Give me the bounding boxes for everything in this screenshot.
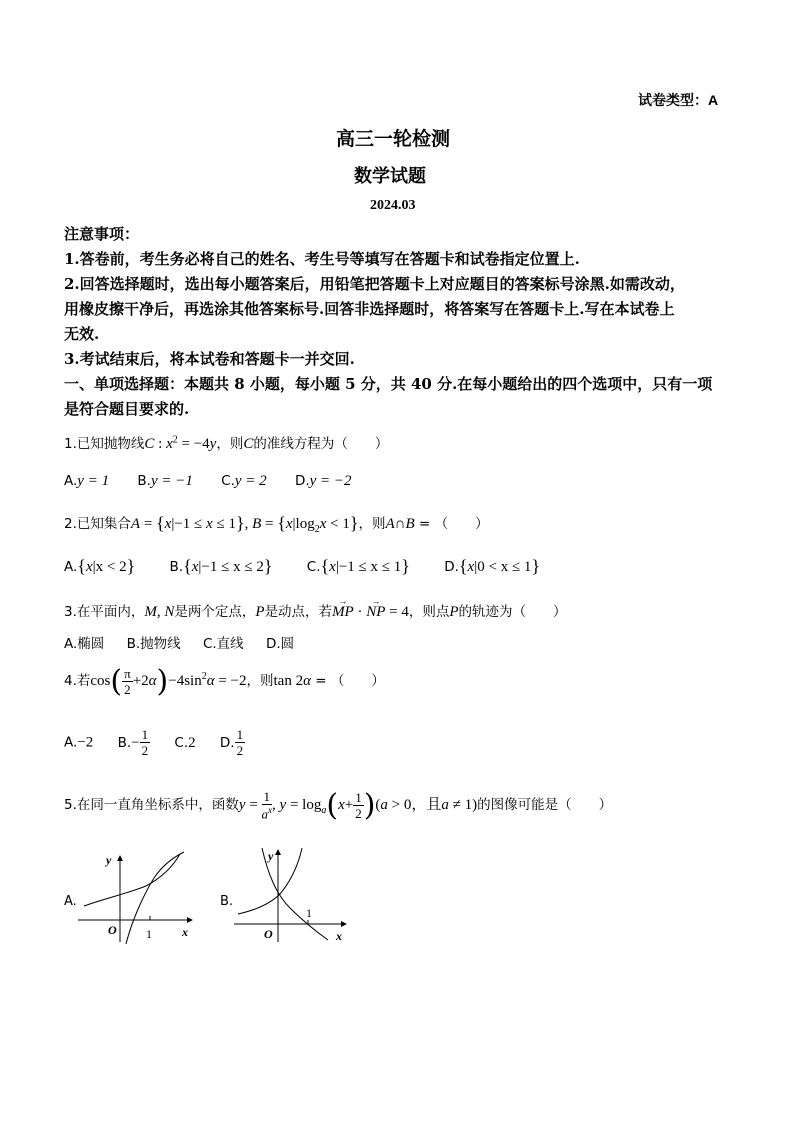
graph-a-tick-1: 1	[146, 927, 152, 941]
section-1-line-1: 一、单项选择题：本题共 8 小题，每小题 5 分，共 40 分.在每小题给出的四个选项中，只有一项	[64, 375, 713, 393]
graph-b-tick-1: 1	[306, 906, 312, 920]
graph-b-y-label: y	[268, 849, 274, 863]
q1-option-a[interactable]: A.y = 1	[64, 473, 110, 489]
notes-heading: 注意事项：	[64, 225, 140, 243]
note-1: 1.答卷前，考生务必将自己的姓名、考生号等填写在答题卡和试卷指定位置上.	[64, 250, 580, 268]
q3-option-a[interactable]: A.椭圆	[64, 636, 105, 652]
paper-type: 试卷类型：A	[638, 92, 719, 108]
graph-a-origin: O	[108, 923, 117, 937]
question-2-options	[64, 556, 540, 577]
q1-option-b[interactable]: B.y = −1	[137, 473, 193, 489]
graph-b-label[interactable]: B.	[220, 894, 234, 909]
q1-option-c[interactable]: C.y = 2	[221, 473, 267, 489]
q2-option-a[interactable]: A.{x|x < 2}	[64, 556, 136, 576]
q2-option-b[interactable]: B.{x|−1 ≤ x ≤ 2}	[169, 556, 273, 576]
question-3: 3.在平面内，M, N是两个定点，P是动点，若 → MP · → NP = 4，则点P的轨迹为（ ）	[64, 596, 567, 620]
graph-b-origin: O	[264, 927, 273, 941]
q3-option-c[interactable]: C.直线	[202, 636, 244, 652]
q2-option-d[interactable]: D.{x|0 < x ≤ 1}	[444, 556, 541, 576]
page-title: 高三一轮检测	[336, 128, 451, 150]
graph-a-label[interactable]: A.	[64, 894, 77, 909]
q2-option-c[interactable]: C.{x|−1 ≤ x ≤ 1}	[306, 556, 410, 576]
graph-a-x-label: x	[182, 925, 188, 939]
q4-option-d[interactable]: D. $\frac{1}{2}$	[219, 727, 244, 758]
q4-option-c[interactable]: C.2	[174, 734, 196, 751]
q1-option-d[interactable]: D.y = −2	[294, 473, 352, 489]
graph-b[interactable]	[232, 846, 352, 946]
graph-a-log-curve	[126, 852, 184, 944]
note-2-line-3: 无效.	[64, 325, 100, 343]
graph-a[interactable]	[76, 850, 196, 946]
question-2: 2.已知集合A = {x|−1 ≤ x ≤ 1}, $B = \{x|\log_2x < 1\}$，则A∩B = （ ）	[64, 513, 489, 535]
question-4-options	[64, 728, 245, 757]
exam-date: 2024.03	[370, 198, 416, 213]
section-1-line-2: 是符合题目要求的.	[64, 400, 190, 418]
question-1: 1.已知抛物线C : $x^2 = -4y$，则C的准线方程为（ ）	[64, 434, 389, 452]
q3-option-d[interactable]: D.圆	[265, 636, 295, 652]
graph-a-exp-curve	[84, 854, 180, 906]
graph-a-y-label: y	[106, 853, 112, 867]
question-1-options	[64, 473, 352, 490]
q3-option-b[interactable]: B.抛物线	[126, 636, 181, 652]
note-3: 3.考试结束后，将本试卷和答题卡一并交回.	[64, 350, 355, 368]
q4-option-b[interactable]: B.− $\frac{1}{2}$	[117, 727, 149, 758]
graph-b-x-label: x	[336, 929, 342, 943]
page-subtitle: 数学试题	[354, 166, 426, 187]
question-4: 4.若cos( $\frac{\pi}{2}$ $+2\alpha)-4\sin^2\alpha = -2$，则tan 2α = （ ）	[64, 664, 385, 699]
question-5: 5.在同一直角坐标系中，函数y = $\frac{1}{a^x}$ , $y = \log_a(x+$ $\frac{1}{2}$ )(a > 0，且a ≠ 1)的图像可能是（ ）	[64, 788, 613, 823]
q4-option-a[interactable]: A.−2	[64, 734, 94, 751]
note-2-line-1: 2.回答选择题时，选出每小题答案后，用铅笔把答题卡上对应题目的答案标号涂黑.如需改动，	[64, 275, 685, 293]
question-3-options	[64, 632, 294, 652]
note-2-line-2: 用橡皮擦干净后，再选涂其他答案标号.回答非选择题时，将答案写在答题卡上.写在本试卷上	[64, 300, 675, 318]
